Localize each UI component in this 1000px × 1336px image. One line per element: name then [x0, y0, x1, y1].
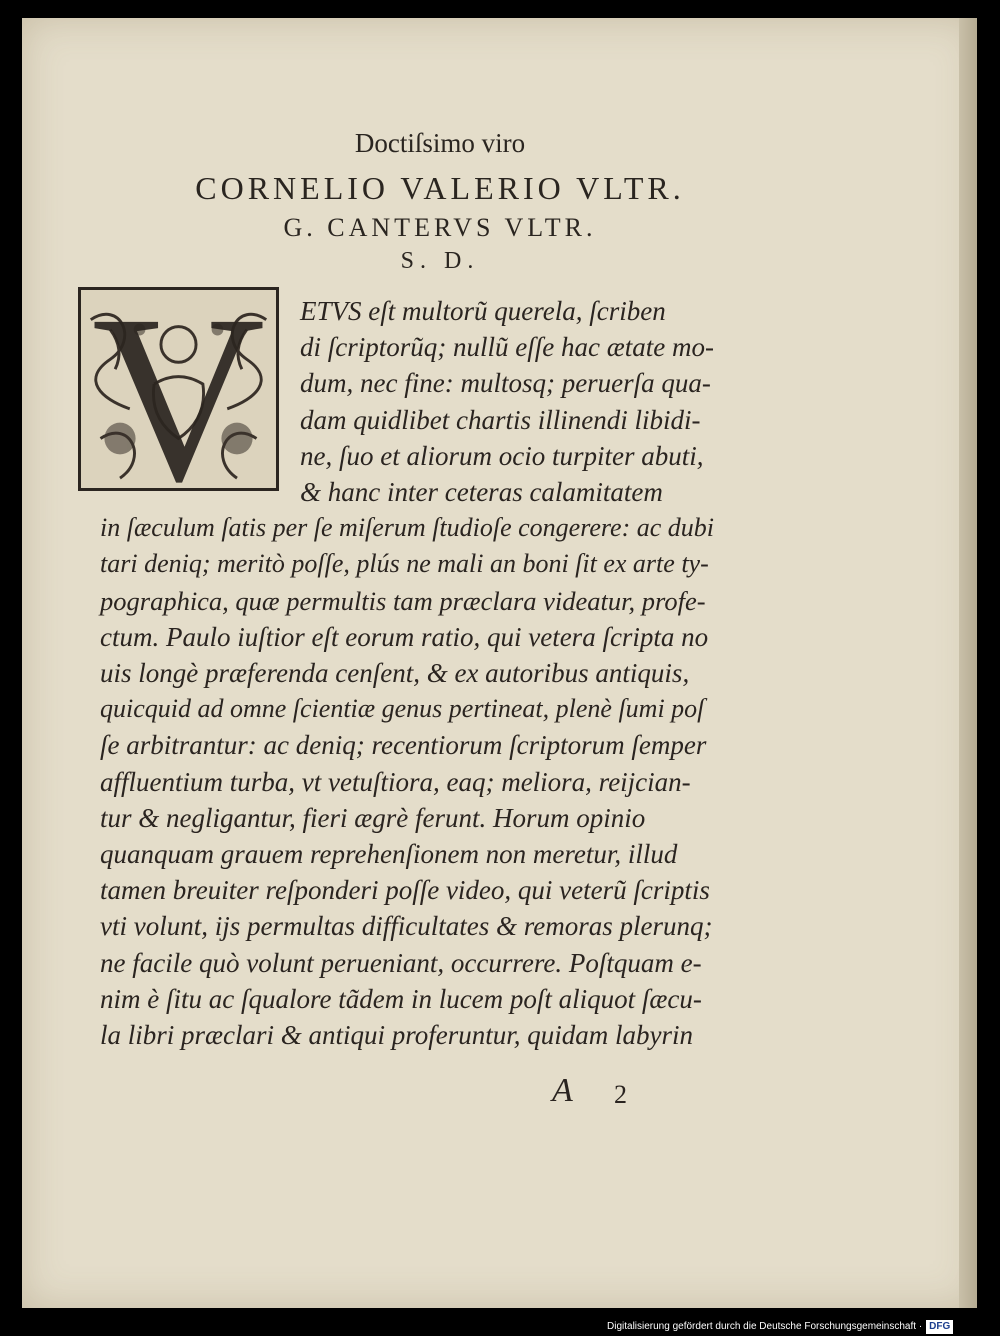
dedication-line: Doctiſsimo viro — [354, 128, 526, 158]
text-line: nim è ſitu ac ſqualore tãdem in lucem poſt aliquot ſæcu- — [100, 983, 702, 1014]
author-name: G. CANTERVS VLTR. — [283, 213, 597, 242]
text-line: in ſæculum ſatis per ſe miſerum ſtudioſe congerere: ac dubi — [100, 513, 715, 543]
text-line: la libri præclari & antiqui proferuntur, quidam labyrin — [100, 1020, 694, 1050]
text-line: quicquid ad omne ſcientiæ genus pertineat, plenè ſumi poſ — [100, 694, 705, 724]
signature-mark: A — [552, 1072, 573, 1109]
text-line: quanquam grauem reprehenſionem non meretur, illud — [100, 839, 678, 869]
initial-letter: V — [91, 287, 266, 491]
dfg-logo: DFG — [926, 1320, 953, 1334]
text-line: affluentium turba, vt vetuſtiora, eaq; meliora, reijcian- — [100, 766, 691, 797]
text-line: uis longè præferenda cenſent, & ex autoribus antiquis, — [100, 658, 690, 688]
salutation: S. D. — [400, 248, 480, 274]
text-line: di ſcriptorũq; nullũ eſſe hac ætate mo- — [300, 332, 714, 363]
text-line: pographica, quæ permultis tam præclara videatur, profe- — [100, 585, 706, 616]
footer-text: Digitalisierung gefördert durch die Deutsche Forschungsgemeinschaft · — [607, 1321, 923, 1332]
text-line: tur & negligantur, fieri ægrè ferunt. Horum opinio — [100, 802, 646, 833]
text-line: ne, ſuo et aliorum ocio turpiter abuti, — [300, 440, 704, 471]
text-line: ne facile quò volunt perueniant, occurrere. Poſtquam e- — [100, 947, 702, 978]
recipient-name: CORNELIO VALERIO VLTR. — [195, 170, 685, 206]
text-line: ſe arbitrantur: ac deniq; recentiorum ſcriptorum ſemper — [100, 730, 707, 761]
text-line: & hanc inter ceteras calamitatem — [300, 477, 663, 507]
footer-credit — [607, 1318, 953, 1336]
page-edge — [959, 18, 977, 1308]
text-line: tamen breuiter reſponderi poſſe video, qui veterũ ſcriptis — [100, 875, 710, 906]
text-line: dum, nec fine: multosq; peruerſa qua- — [300, 368, 711, 399]
signature-number: 2 — [614, 1080, 627, 1109]
decorated-initial — [78, 287, 279, 491]
text-line: dam quidlibet chartis illinendi libidi- — [300, 404, 701, 435]
text-line: tari deniq; meritò poſſe, plús ne mali an boni ſit ex arte ty- — [100, 549, 709, 579]
text-line: ctum. Paulo iuſtior eſt eorum ratio, qui vetera ſcripta no — [100, 621, 709, 652]
text-line: ETVS eſt multorũ querela, ſcriben — [300, 296, 666, 326]
text-line: vti volunt, ijs permultas difficultates & remoras plerunq; — [100, 911, 713, 942]
